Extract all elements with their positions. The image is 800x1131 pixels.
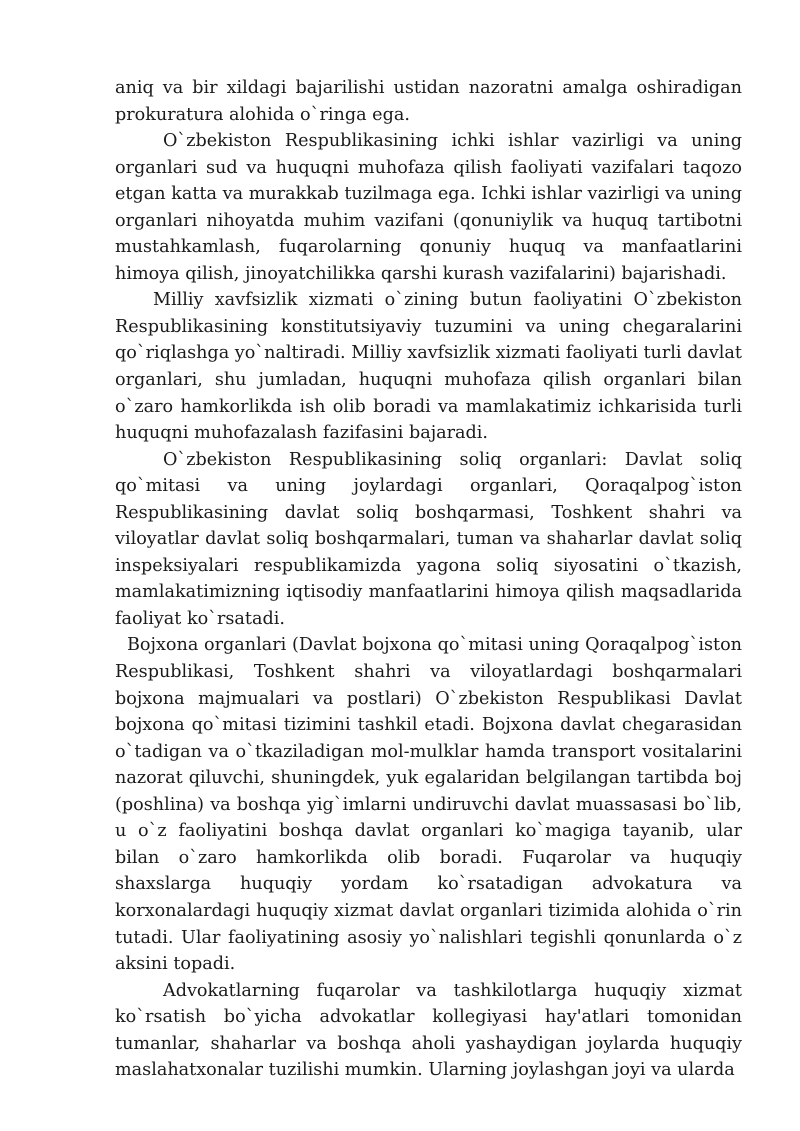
document-page bbox=[115, 75, 742, 1084]
paragraph-soliq-organlari: O`zbekiston Respublikasining soliq organlari: Davlat soliq qo`mitasi va uning joylardagi organlari, Qoraqalpog`iston Respublikasining davlat soliq boshqarmasi, Toshkent shahri va viloyatlar davlat soliq boshqarmalari, tuman va shaharlar davlat soliq inspeksiyalari respublikamizda yagona soliq siyosatini o`tkazish, mamlakatimizning iqtisodiy manfaatlarini himoya qilish maqsadlarida faoliyat ko`rsatadi. bbox=[115, 449, 742, 629]
paragraph-ichki-ishlar: O`zbekiston Respublikasining ichki ishlar vazirligi va uning organlari sud va huquqni muhofaza qilish faoliyati vazifalari taqozo etgan katta va murakkab tuzilmaga ega. Ichki ishlar vazirligi va uning organlari nihoyatda muhim vazifani (qonuniylik va huquq tartibotni mustahkamlash, fuqarolarning qonuniy huquq va manfaatlarini himoya qilish, jinoyatchilikka qarshi kurash vazifalarini) bajarishadi. bbox=[115, 131, 742, 284]
paragraph-milliy-xavfsizlik: Milliy xavfsizlik xizmati o`zining butun faoliyatini O`zbekiston Respublikasining konstitutsiyaviy tuzumini va uning chegaralarini qo`riqlashga yo`naltiradi. Milliy xavfsizlik xizmati faoliyati turli davlat organlari, shu jumladan, huquqni muhofaza qilish organlari bilan o`zaro hamkorlikda ish olib boradi va mamlakatimiz ichkarisida turli huquqni muhofazalash fazifasini bajaradi. bbox=[115, 290, 742, 444]
paragraph-bojxona-organlari: Bojxona organlari (Davlat bojxona qo`mitasi uning Qoraqalpog`iston Respublikasi, Toshkent shahri va viloyatlardagi boshqarmalari bojxona majmualari va postlari) O`zbekiston Respublikasi Davlat bojxona qo`mitasi tizimini tashkil etadi. Bojxona davlat chegarasidan o`tadigan va o`tkaziladigan mol-mulklar hamda transport vositalarini nazorat qiluvchi, shuningdek, yuk egalaridan belgilangan tartibda boj (poshlina) va boshqa yig`imlarni undiruvchi davlat muassasasi bo`lib, u o`z faoliyatini boshqa davlat organlari ko`magiga tayanib, ular bilan o`zaro hamkorlikda olib boradi. Fuqarolar va huquqiy shaxslarga huquqiy yordam ko`rsatadigan advokatura va korxonalardagi huquqiy xizmat davlat organlari tizimida alohida o`rin tutadi. Ular faoliyatining asosiy yo`nalishlari tegishli qonunlarda o`z aksini topadi. bbox=[115, 635, 742, 975]
paragraph-advokatlar: Advokatlarning fuqarolar va tashkilotlarga huquqiy xizmat ko`rsatish bo`yicha advokatlar kollegiyasi hay'atlari tomonidan tumanlar, shaharlar va boshqa aholi yashaydigan joylarda huquqiy maslahatxonalar tuzilishi mumkin. Ularning joylashgan joyi va ularda bbox=[115, 980, 742, 1081]
paragraph-prokuratura: aniq va bir xildagi bajarilishi ustidan nazoratni amalga oshiradigan prokuratura alohida o`ringa ega. bbox=[115, 78, 742, 125]
